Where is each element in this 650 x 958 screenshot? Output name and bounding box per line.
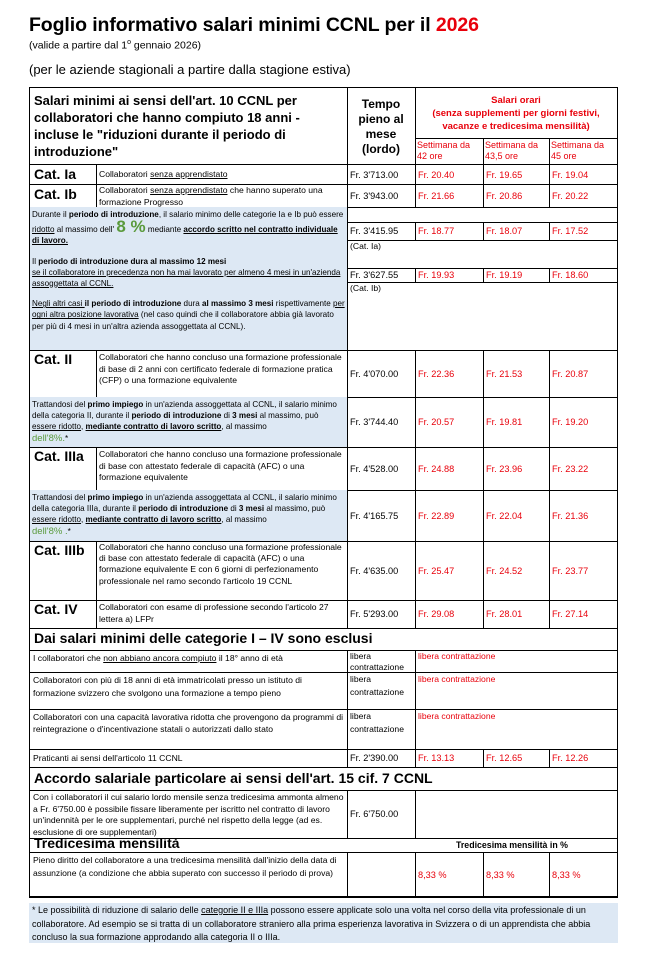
excluded-row-1-monthly: libera contrattazione [347, 650, 416, 673]
excluded-row-3-monthly: libera contrattazione [347, 709, 416, 750]
cat-iiia-hourly-43-5: Fr. 23.96 [483, 447, 550, 491]
header-week-43-5: Settimana da 43,5 ore [483, 138, 550, 165]
cat-iiib-hourly-42: Fr. 25.47 [415, 541, 484, 601]
intro-i-spacer [347, 207, 618, 223]
cat-ia-monthly: Fr. 3'713.00 [347, 165, 416, 185]
cat-ia-hourly-43-5: Fr. 19.65 [483, 165, 550, 185]
intro-iiia-hourly-42: Fr. 22.89 [415, 490, 484, 542]
tredicesima-desc: Pieno diritto del collaboratore a una tredicesima mensilità dall'inizio della data di assunzione (a condizione che abbia superato con successo il periodo di prova) [29, 852, 348, 898]
cat-ib-desc: Collaboratori senza apprendistato che hanno superato una formazione Progresso [96, 185, 348, 208]
intro-cat-i-text: Durante il periodo di introduzione, il salario minimo delle categorie Ia e Ib può essere ridotto al massimo dell' 8 % mediante accordo scritto nel contratto individuale di lavoro. Il periodo di introduzione dura al massimo 12 mesi se il collaboratore in precedenza non ha mai lavorato per almeno 4 mesi in un'azienda assoggettata al CCNL. Negli altri casi il periodo di introduzione dura al massimo 3 mesi rispettivamente per ogni altra posizione lavorativa (nel caso quindi che il collaboratore abbia già lavorato per più di 4 mesi in un'altra azienda assoggettata al CCNL). [29, 207, 348, 351]
title-year: 2026 [435, 14, 479, 36]
excluded-section-title: Dai salari minimi delle categorie I – IV sono esclusi [29, 628, 618, 651]
intro-iiia-pct: dell'8% . [32, 525, 68, 537]
cat-ia-desc: Collaboratori senza apprendistato [96, 165, 348, 185]
excluded-row-2-monthly: libera contrattazione [347, 672, 416, 710]
intro-ii-hourly-45: Fr. 19.20 [549, 397, 618, 448]
intro-cat-ii-text: Trattandosi del primo impiego in un'azienda assoggettata al CCNL, il salario minimo della categoria II, durante il periodo di introduzione di 3 mesi al massimo, può essere ridotto, mediante contratto di lavoro scritto, al massimo dell'8%.* [29, 397, 348, 448]
intro-ib-monthly: Fr. 3'627.55 [347, 268, 416, 283]
cat-iiia-desc: Collaboratori che hanno concluso una formazione professionale di base con attestato federale di capacità (AFC) o una formazione equivalente [96, 447, 348, 491]
header-salari-orari: Salari orari (senza supplementi per giorni festivi, vacanze e tredicesima mensilità) [415, 87, 618, 139]
cat-ib-label: Cat. Ib [29, 185, 97, 208]
cat-ii-desc: Collaboratori che hanno concluso una formazione professionale di base di 2 anni con certificato federale di formazione pratica (CFP) o una formazione equivalente [96, 350, 348, 398]
cat-ii-label: Cat. II [29, 350, 97, 398]
intro-ib-hourly-42: Fr. 19.93 [415, 268, 484, 283]
praticanti-monthly: Fr. 2'390.00 [347, 749, 416, 768]
cat-ib-hourly-43-5: Fr. 20.86 [483, 185, 550, 208]
intro-iiia-hourly-43-5: Fr. 22.04 [483, 490, 550, 542]
intro-ii-pct: dell'8%. [32, 432, 65, 444]
tredicesima-pct-45: 8,33 % [549, 852, 618, 898]
intro-cat-iiia-text: Trattandosi del primo impiego in un'azienda assoggettata al CCNL, il salario minimo della categoria IIIa, durante il periodo di introduzione di 3 mesi al massimo, può essere ridotto, mediante contratto di lavoro scritto, al massimo dell'8% .* [29, 490, 348, 542]
cat-ii-monthly: Fr. 4'070.00 [347, 350, 416, 398]
intro-ia-hourly-43-5: Fr. 18.07 [483, 222, 550, 241]
intro-ii-hourly-42: Fr. 20.57 [415, 397, 484, 448]
tredicesima-title: Tredicesima mensilità [34, 838, 180, 851]
cat-iv-label: Cat. IV [29, 600, 97, 629]
validity-note: (valide a partire dal 1$^o$ gennaio 2026) [29, 39, 202, 52]
intro-ib-hourly-45: Fr. 18.60 [549, 268, 618, 283]
praticanti-hourly-43-5: Fr. 12.65 [483, 749, 550, 768]
cat-ia-label: Cat. Ia [29, 165, 97, 185]
excluded-row-1-hourly: libera contrattazione [415, 650, 618, 673]
cat-iiia-label: Cat. IIIa [29, 447, 97, 491]
accordo-desc: Con i collaboratori il cui salario lordo mensile senza tredicesima ammonta almeno a Fr. 6'750.00 è possibile fissare liberamente per iscritto nel contratto di lavoro un'indennità per le ore supplementari, purché nel rispetto della legge (ad es. esclusione di ore supplementari) [29, 790, 348, 839]
intro-ib-hourly-43-5: Fr. 19.19 [483, 268, 550, 283]
excluded-row-3-desc: Collaboratori con una capacità lavorativa ridotta che provengono da programmi di reintegrazione o d'incentivazione statali o autorizzati dallo stato [29, 709, 348, 750]
cat-ii-hourly-42: Fr. 22.36 [415, 350, 484, 398]
cat-iiib-desc: Collaboratori che hanno concluso una formazione professionale di base con attestato federale di capacità (AFC) o una formazione equivalente E con 6 giorni di perfezionamento professionale nel ramo secondo l'articolo 19 CCNL [96, 541, 348, 601]
cat-iiia-monthly: Fr. 4'528.00 [347, 447, 416, 491]
cat-iiib-hourly-45: Fr. 23.77 [549, 541, 618, 601]
cat-iiia-hourly-45: Fr. 23.22 [549, 447, 618, 491]
reduction-pct-8: 8 % [116, 216, 146, 236]
header-tempo-pieno: Tempo pieno al mese (lordo) [347, 87, 416, 165]
tredicesima-pct-42: 8,33 % [415, 852, 484, 898]
accordo-blank [415, 790, 618, 839]
praticanti-desc: Praticanti ai sensi dell'articolo 11 CCNL [29, 749, 348, 768]
seasonal-note: (per le aziende stagionali a partire dalla stagione estiva) [29, 62, 351, 77]
cat-iiib-label: Cat. IIIb [29, 541, 97, 601]
intro-ii-monthly: Fr. 3'744.40 [347, 397, 416, 448]
cat-ii-hourly-45: Fr. 20.87 [549, 350, 618, 398]
cat-iiib-hourly-43-5: Fr. 24.52 [483, 541, 550, 601]
cat-ia-hourly-42: Fr. 20.40 [415, 165, 484, 185]
excluded-row-3-hourly: libera contrattazione [415, 709, 618, 750]
praticanti-hourly-45: Fr. 12.26 [549, 749, 618, 768]
intro-ia-hourly-45: Fr. 17.52 [549, 222, 618, 241]
header-week-42: Settimana da 42 ore [415, 138, 484, 165]
cat-ia-hourly-45: Fr. 19.04 [549, 165, 618, 185]
cat-iv-hourly-43-5: Fr. 28.01 [483, 600, 550, 629]
intro-iiia-hourly-45: Fr. 21.36 [549, 490, 618, 542]
intro-ia-monthly: Fr. 3'415.95 [347, 222, 416, 241]
excluded-row-2-hourly: libera contrattazione [415, 672, 618, 710]
cat-ii-hourly-43-5: Fr. 21.53 [483, 350, 550, 398]
cat-iv-hourly-45: Fr. 27.14 [549, 600, 618, 629]
tredicesima-monthly-blank [347, 852, 416, 898]
tredicesima-pct-43-5: 8,33 % [483, 852, 550, 898]
cat-ib-hourly-42: Fr. 21.66 [415, 185, 484, 208]
accordo-monthly: Fr. 6'750.00 [347, 790, 416, 839]
tredicesima-pct-header: Tredicesima mensilità in % [456, 840, 568, 850]
intro-iiia-monthly: Fr. 4'165.75 [347, 490, 416, 542]
cat-iiia-hourly-42: Fr. 24.88 [415, 447, 484, 491]
excluded-row-2-desc: Collaboratori con più di 18 anni di età immatricolati presso un istituto di formazione svizzero che svolgono una formazione a tempo pieno [29, 672, 348, 710]
cat-iv-desc: Collaboratori con esame di professione secondo l'articolo 27 lettera a) LFPr [96, 600, 348, 629]
intro-ia-hourly-42: Fr. 18.77 [415, 222, 484, 241]
praticanti-hourly-42: Fr. 13.13 [415, 749, 484, 768]
intro-ii-hourly-43-5: Fr. 19.81 [483, 397, 550, 448]
footnote: * Le possibilità di riduzione di salario delle categorie II e IIIa possono essere applicate solo una volta nel corso della vita professionale di un collaboratore. Ad esempio se si tratta di un collaboratore straniero alla prima esperienza lavorativa in Svizzera o di un apprendista che abbia concluso la sua formazione approdando alla categoria II o IIIa. [29, 903, 618, 943]
cat-iiib-monthly: Fr. 4'635.00 [347, 541, 416, 601]
table-header-title: Salari minimi ai sensi dell'art. 10 CCNL per collaboratori che hanno compiuto 18 anni - incluse le "riduzioni durante il periodo di introduzione" [29, 87, 348, 165]
cat-ib-monthly: Fr. 3'943.00 [347, 185, 416, 208]
accordo-section-title: Accordo salariale particolare ai sensi dell'art. 15 cif. 7 CCNL [29, 767, 618, 791]
intro-ia-note: (Cat. Ia) [347, 240, 618, 269]
intro-ib-note: (Cat. Ib) [347, 282, 618, 351]
page-title: Foglio informativo salari minimi CCNL per il 2026 [29, 14, 479, 36]
excluded-row-1-desc: I collaboratori che non abbiano ancora compiuto il 18° anno di età [29, 650, 348, 673]
cat-ib-hourly-45: Fr. 20.22 [549, 185, 618, 208]
cat-iv-hourly-42: Fr. 29.08 [415, 600, 484, 629]
tredicesima-header-row [29, 838, 618, 853]
cat-iv-monthly: Fr. 5'293.00 [347, 600, 416, 629]
header-week-45: Settimana da 45 ore [549, 138, 618, 165]
